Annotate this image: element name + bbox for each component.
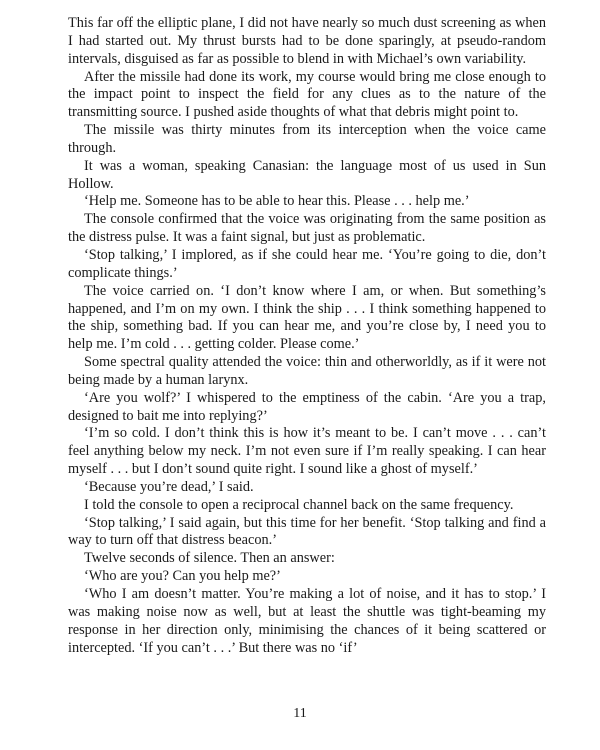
paragraph: Some spectral quality attended the voice: thin and otherworldly, as if it were not being made by a human larynx. <box>68 354 546 388</box>
paragraph: I told the console to open a reciprocal channel back on the same frequency. <box>84 496 514 513</box>
paragraph: ‘Help me. Someone has to be able to hear this. Please . . . help me.’ <box>84 193 470 210</box>
paragraph: The voice carried on. ‘I don’t know where I am, or when. But something’s happened, and I’m on my own. I think the ship . . . I think something happened to the ship, something bad. If you can hear me, and you’re close by, I need you to help me. I’m cold . . . getting colder. Please come.’ <box>68 282 546 353</box>
paragraph: After the missile had done its work, my course would bring me close enough to the impact point to inspect the field for any clues as to the nature of the transmitting source. I pushed aside thoughts of what that debris might point to. <box>68 68 546 121</box>
paragraph: This far off the elliptic plane, I did not have nearly so much dust screening as when I had started out. My thrust bursts had to be done sparingly, at pseudo-random intervals, disguised as far as possible to blend in with Michael’s own variability. <box>68 15 546 67</box>
paragraph: ‘Who are you? Can you help me?’ <box>84 568 281 585</box>
paragraph: ‘Who I am doesn’t matter. You’re making a lot of noise, and it has to stop.’ I was making noise now as well, but at least the shuttle was tight-beaming my response in her direction only, minimising the chances of it being scattered or intercepted. ‘If you can’t . . .’ But there was no ‘if’ <box>68 586 546 656</box>
paragraph: ‘I’m so cold. I don’t think this is how it’s meant to be. I can’t move . . . can’t feel anything below my neck. I’m not even sure if I’m really speaking. I can hear myself . . . but I don’t sound quite right. I sound like a ghost of myself.’ <box>68 425 546 478</box>
page-body <box>68 15 546 657</box>
paragraph: The console confirmed that the voice was originating from the same position as the distress pulse. It was a faint signal, but just as problematic. <box>68 211 546 246</box>
paragraph: ‘Are you wolf?’ I whispered to the emptiness of the cabin. ‘Are you a trap, designed to bait me into replying?’ <box>68 389 546 424</box>
paragraph: The missile was thirty minutes from its interception when the voice came through. <box>68 122 546 156</box>
paragraph: ‘Stop talking,’ I said again, but this time for her benefit. ‘Stop talking and find a way to turn off that distress beacon.’ <box>68 514 546 549</box>
page-number: 11 <box>293 706 307 721</box>
paragraph: ‘Stop talking,’ I implored, as if she could hear me. ‘You’re going to die, don’t complicate things.’ <box>68 246 546 281</box>
paragraph: ‘Because you’re dead,’ I said. <box>84 478 254 495</box>
paragraph: It was a woman, speaking Canasian: the language most of us used in Sun Hollow. <box>68 157 546 192</box>
paragraph: Twelve seconds of silence. Then an answer: <box>84 550 335 567</box>
